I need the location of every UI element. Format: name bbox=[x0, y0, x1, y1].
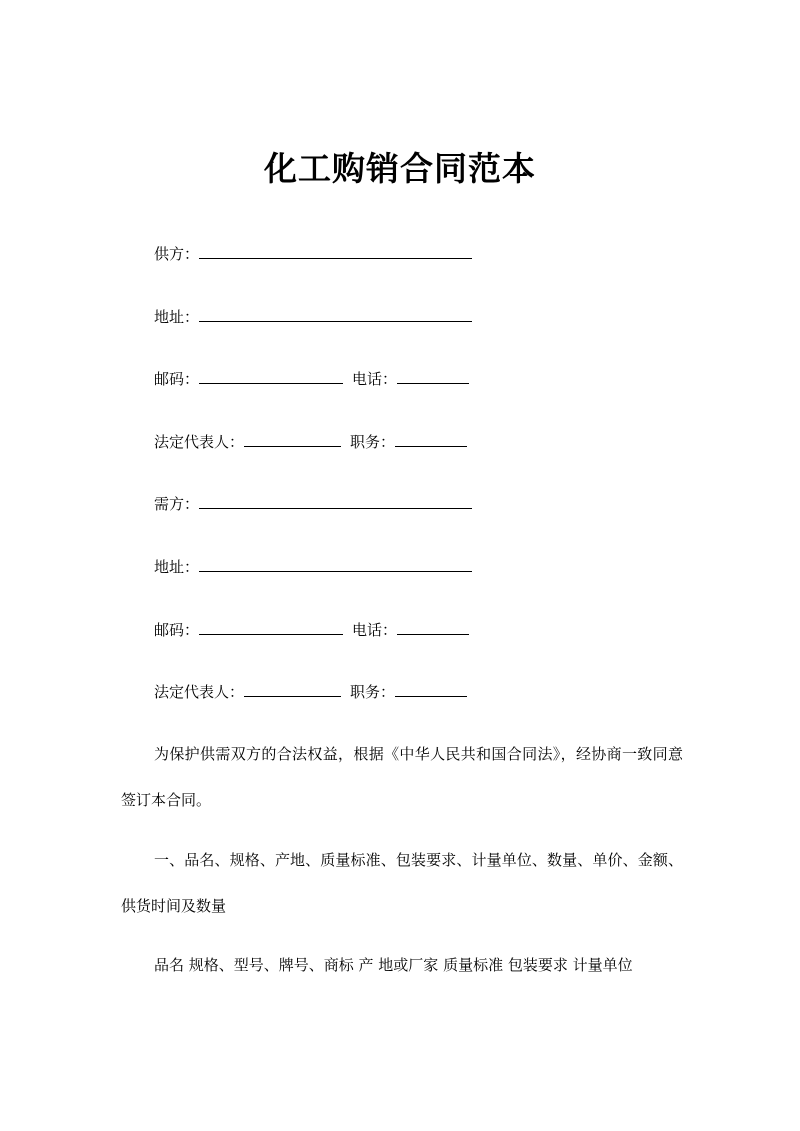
seller-address-label: 地址： bbox=[154, 308, 200, 326]
buyer-party-label: 需方： bbox=[154, 495, 200, 513]
buyer-legal-rep-label: 法定代表人： bbox=[154, 683, 245, 701]
buyer-legal-rep-blank bbox=[244, 679, 341, 697]
seller-address-blank bbox=[199, 304, 472, 322]
seller-party-blank bbox=[199, 241, 472, 259]
seller-phone-blank bbox=[397, 366, 469, 384]
seller-postcode-phone-row bbox=[154, 366, 469, 390]
buyer-postcode-blank bbox=[199, 617, 343, 635]
seller-postcode-label: 邮码： bbox=[154, 370, 200, 388]
preamble-paragraph: 为保护供需双方的合法权益，根据《中华人民共和国合同法》，经协商一致同意签订本合同。 bbox=[121, 745, 683, 809]
seller-party-label: 供方： bbox=[154, 245, 200, 263]
buyer-postcode-label: 邮码： bbox=[154, 621, 200, 639]
buyer-position-blank bbox=[395, 679, 467, 697]
buyer-phone-blank bbox=[397, 617, 469, 635]
seller-legal-rep-blank bbox=[244, 429, 341, 447]
seller-address-row bbox=[154, 304, 472, 328]
seller-phone-label: 电话： bbox=[352, 370, 398, 388]
document-title: 化工购销合同范本 bbox=[264, 149, 536, 188]
buyer-address-blank bbox=[199, 554, 472, 572]
buyer-party-row bbox=[154, 491, 472, 515]
seller-position-blank bbox=[395, 429, 467, 447]
table-header-line: 品名 规格、型号、牌号、商标 产 地或厂家 质量标准 包装要求 计量单位 bbox=[154, 956, 633, 974]
section-1-heading: 一、品名、规格、产地、质量标准、包装要求、计量单位、数量、单价、金额、供货时间及数量 bbox=[121, 851, 683, 915]
buyer-address-label: 地址： bbox=[154, 558, 200, 576]
seller-position-label: 职务： bbox=[350, 433, 396, 451]
buyer-position-label: 职务： bbox=[350, 683, 396, 701]
buyer-rep-position-row bbox=[154, 679, 467, 703]
buyer-postcode-phone-row bbox=[154, 617, 469, 641]
buyer-party-blank bbox=[199, 491, 472, 509]
buyer-phone-label: 电话： bbox=[352, 621, 398, 639]
buyer-address-row bbox=[154, 554, 472, 578]
seller-party-row bbox=[154, 241, 472, 265]
seller-legal-rep-label: 法定代表人： bbox=[154, 433, 245, 451]
seller-rep-position-row bbox=[154, 429, 467, 453]
seller-postcode-blank bbox=[199, 366, 343, 384]
